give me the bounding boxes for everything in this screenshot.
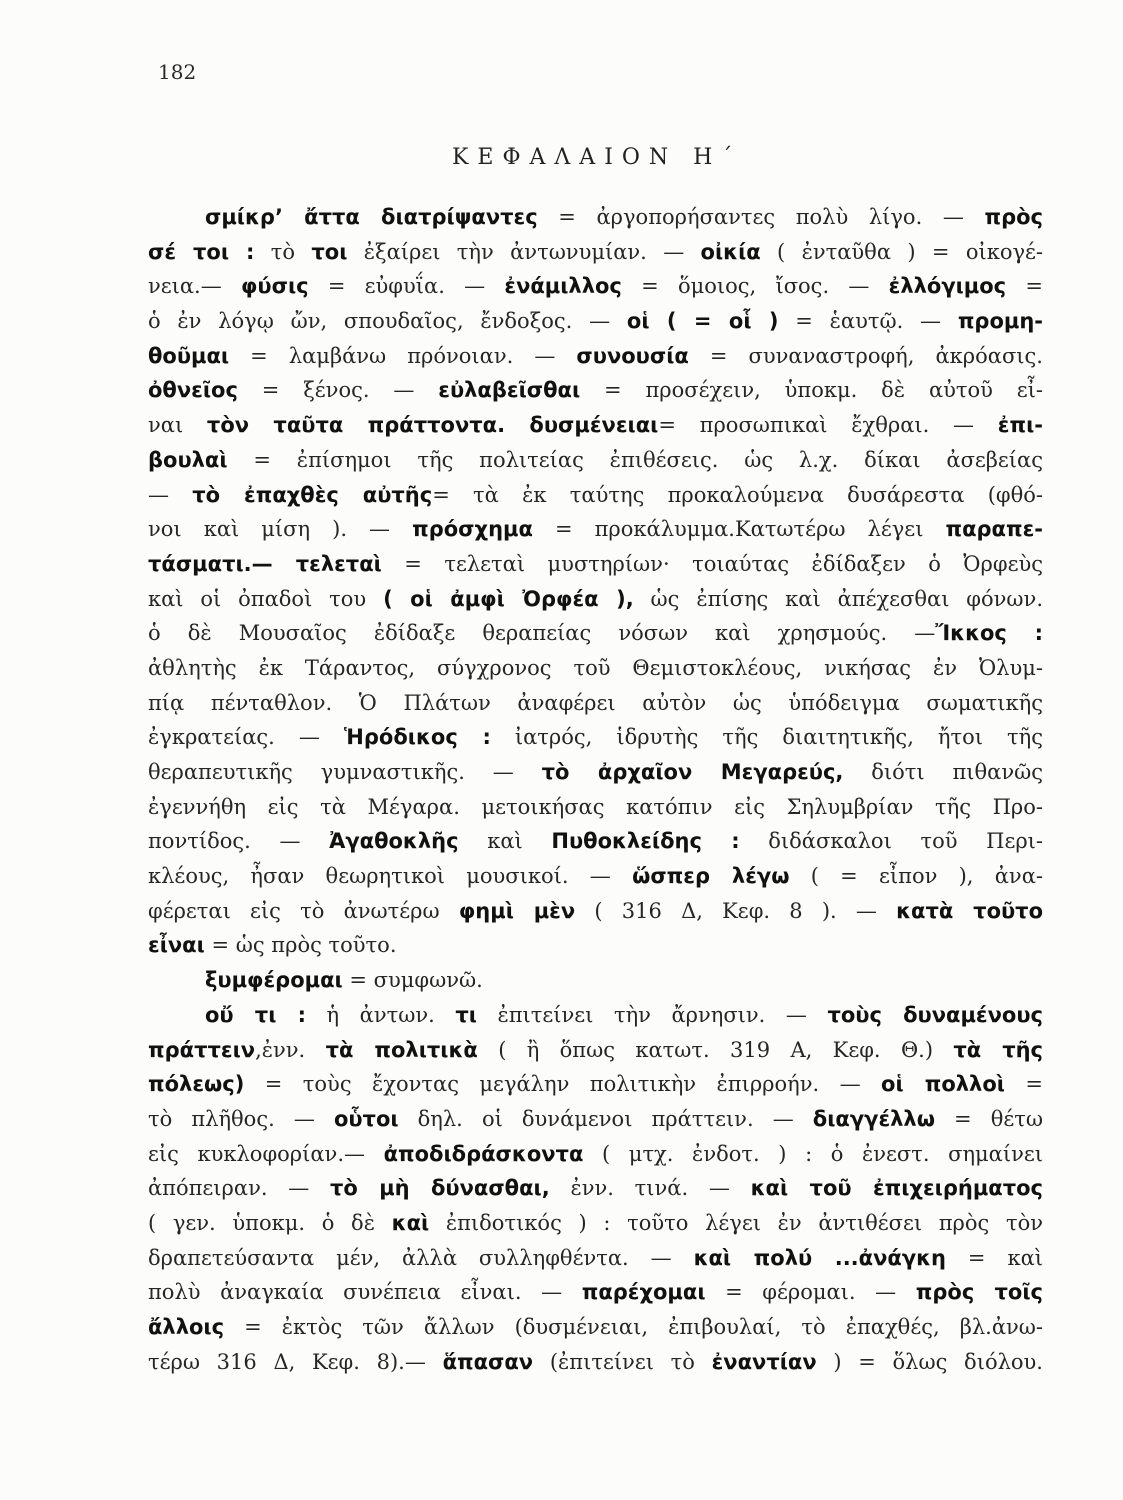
text-line: [148, 1137, 1043, 1172]
text-line: [148, 547, 1043, 582]
text-run: ἀθλητὴς ἐκ Τάραντος, σύγχρονος τοῦ Θεμιστοκλέους, νικήσας ἐν Ὀλυμ-: [148, 655, 1043, 680]
text-line: [148, 1206, 1043, 1241]
text-run: = φέρομαι. —: [705, 1280, 916, 1305]
text-line: [148, 304, 1043, 339]
text-run: = ὅμοιος, ἴσος. —: [621, 274, 889, 299]
text-line: [148, 928, 1043, 963]
text-line: [148, 755, 1043, 790]
text-run: = συναναστροφή, ἀκρόασις.: [688, 343, 1043, 368]
bold-term: ἐνάμιλλος: [504, 274, 622, 299]
text-run: εἰς κυκλοφορίαν.—: [148, 1141, 384, 1166]
bold-term: καὶ πολύ ...ἀνάγκη: [693, 1245, 946, 1270]
text-run: ) = ὅλως διόλου.: [816, 1349, 1043, 1374]
text-line: [148, 1275, 1043, 1310]
text-run: ἡ ἀντων.: [305, 1002, 456, 1027]
bold-term: ἀποδιδράσκοντα: [383, 1141, 584, 1166]
paragraph: [148, 998, 1043, 1380]
text-line: [148, 339, 1043, 374]
text-run: = ἐπίσημοι τῆς πολιτείας ἐπιθέσεις. ὡς λ.χ. δίκαι ἀσεβείας: [227, 447, 1043, 472]
text-line: [148, 478, 1043, 513]
text-line: [148, 512, 1043, 547]
bold-term: οὔ τι :: [205, 1002, 306, 1027]
text-run: = εὐφυΐα. —: [308, 274, 505, 299]
text-run: φέρεται εἰς τὸ ἀνωτέρω: [148, 898, 459, 923]
text-line: [148, 582, 1043, 617]
text-run: διδάσκαλοι τοῦ Περι-: [739, 829, 1044, 854]
text-run: ( μτχ. ἐνδοτ. ) : ὁ ἐνεστ. σημαίνει: [583, 1141, 1043, 1166]
text-run: ( γεν. ὑποκμ. ὁ δὲ: [148, 1210, 392, 1235]
bold-term: καὶ τοῦ ἐπιχειρήματος: [750, 1176, 1043, 1201]
text-line: [148, 408, 1043, 443]
bold-term: πρὸς τοῖς: [915, 1280, 1043, 1305]
text-run: ( ἐνταῦθα ) = οἰκογέ-: [760, 239, 1043, 264]
text-run: δηλ. οἱ δυνάμενοι πράττειν. —: [398, 1106, 813, 1131]
bold-term: ὥσπερ λέγω: [632, 864, 790, 889]
bold-term: συνουσία: [576, 343, 689, 368]
text-run: = ἀργοπορήσαντες πολὺ λίγο. —: [537, 205, 985, 229]
text-run: καὶ: [458, 829, 552, 854]
bold-term: διαγγέλλω: [812, 1106, 935, 1131]
text-line: [148, 443, 1043, 478]
bold-term: τὸ μὴ δύνασθαι,: [330, 1176, 550, 1201]
text-run: ἐξαίρει τὴν ἀντωνυμίαν. —: [347, 239, 701, 264]
bold-term: τὸ ἐπαχθὲς αὐτῆς: [192, 482, 433, 507]
bold-term: οὗτοι: [333, 1106, 399, 1131]
text-run: ἰατρός, ἱδρυτὴς τῆς διαιτητικῆς, ἤτοι τῆς: [490, 725, 1043, 750]
bold-term: Ἡρόδικος :: [343, 725, 491, 750]
text-run: =: [1006, 274, 1043, 299]
text-run: καὶ οἱ ὀπαδοὶ του: [148, 586, 384, 611]
bold-term: βουλαὶ: [148, 447, 228, 472]
bold-term: τοι: [311, 239, 348, 264]
text-run: πίᾳ πένταθλον. Ὁ Πλάτων ἀναφέρει αὐτὸν ὡς ὑπόδειγμα σωματικῆς: [148, 690, 1043, 715]
text-line: [148, 1067, 1043, 1102]
bold-term: ὀθνεῖος: [148, 378, 238, 403]
text-line: [148, 1310, 1043, 1345]
text-run: τὸ: [254, 239, 312, 264]
bold-term: τάσματι.— τελεταὶ: [148, 551, 382, 576]
bold-term: τὰ πολιτικὰ: [325, 1037, 478, 1062]
bold-term: σέ τοι :: [148, 239, 255, 264]
text-run: = ὡς πρὸς τοῦτο.: [204, 933, 397, 958]
bold-term: τὸν ταῦτα πράττοντα. δυσμένειαι: [206, 413, 659, 438]
bold-term: τὰ τῆς: [953, 1037, 1044, 1062]
bold-term: κατὰ τοῦτο: [896, 898, 1044, 923]
text-run: (ἐπιτείνει τὸ: [533, 1349, 712, 1374]
text-run: ἐπιδοτικός ) : τοῦτο λέγει ἐν ἀντιθέσει πρὸς τὸν: [429, 1210, 1044, 1235]
text-run: διότι πιθανῶς: [843, 760, 1043, 784]
page-number: 182: [158, 60, 197, 84]
text-run: ἐγεννήθη εἰς τὰ Μέγαρα. μετοικήσας κατόπιν εἰς Σηλυμβρίαν τῆς Προ-: [148, 794, 1043, 819]
text-line: [148, 373, 1043, 408]
text-line: [148, 963, 1043, 998]
text-line: [148, 790, 1043, 825]
text-run: = τοὺς ἔχοντας μεγάλην πολιτικὴν ἐπιρροήν. —: [244, 1072, 882, 1097]
bold-term: προμη-: [957, 309, 1044, 334]
text-run: ( 316 Δ, Κεφ. 8 ). —: [575, 898, 897, 923]
text-line: [148, 1171, 1043, 1206]
text-line: [148, 269, 1043, 304]
bold-term: θοῦμαι: [148, 343, 230, 368]
text-run: ἐπιτείνει τὴν ἄρνησιν. —: [476, 1002, 828, 1027]
bold-term: ἄλλοις: [148, 1315, 225, 1339]
text-run: = συμφωνῶ.: [342, 968, 483, 993]
text-run: δραπετεύσαντα μέν, ἀλλὰ συλληφθέντα. —: [148, 1245, 694, 1270]
bold-term: εἶναι: [148, 933, 205, 958]
bold-term: φημὶ μὲν: [458, 898, 576, 923]
text-run: = προσέχειν, ὑποκμ. δὲ αὐτοῦ εἶ-: [580, 378, 1043, 403]
text-run: ἀπόπειραν. —: [148, 1176, 330, 1201]
bold-term: ἐλλόγιμος: [888, 274, 1007, 299]
text-run: ὁ ἐν λόγῳ ὤν, σπουδαῖος, ἔνδοξος. —: [148, 309, 627, 334]
bold-term: πράττειν: [148, 1037, 256, 1062]
chapter-title: ΚΕΦΑΛΑΙΟΝ Η΄: [452, 145, 742, 170]
bold-term: ἐναντίαν: [711, 1349, 817, 1374]
text-run: = ἐκτὸς τῶν ἄλλων (δυσμένειαι, ἐπιβουλαί, τὸ ἐπαχθές, βλ.ἀνω-: [224, 1315, 1043, 1339]
text-run: ποντίδος. —: [148, 829, 330, 854]
text-run: ( ἢ ὅπως κατωτ. 319 Α, Κεφ. Θ.): [477, 1037, 954, 1062]
text-line: [148, 235, 1043, 270]
text-line: [148, 720, 1043, 755]
paragraph: [148, 963, 1043, 998]
bold-term: ξυμφέρομαι: [205, 968, 343, 993]
text-run: ὁ δὲ Μουσαῖος ἐδίδαξε θεραπείας νόσων καὶ χρησμούς. —: [148, 621, 936, 646]
text-run: τέρω 316 Δ, Κεφ. 8).—: [148, 1349, 443, 1374]
bold-term: πρὸς: [984, 205, 1043, 229]
bold-term: εὐλαβεῖσθαι: [438, 378, 581, 403]
text-run: ,ἐνν.: [255, 1037, 326, 1062]
text-line: [148, 859, 1043, 894]
bold-term: παραπε-: [945, 517, 1043, 542]
bold-term: οἱ πολλοὶ: [881, 1072, 1005, 1097]
bold-term: ( οἱ ἀμφὶ Ὀρφέα ),: [383, 586, 634, 611]
bold-term: τι: [455, 1002, 477, 1027]
text-run: = προσωπικαὶ ἔχθραι. —: [658, 413, 998, 438]
text-run: ἐγκρατείας. —: [148, 725, 344, 750]
text-line: [148, 1033, 1043, 1068]
text-line: [148, 616, 1043, 651]
text-line: [148, 824, 1043, 859]
text-line: [148, 1241, 1043, 1276]
text-run: νεια.—: [148, 274, 241, 299]
bold-term: πρόσχημα: [412, 517, 533, 542]
bold-term: σμίκρ’ ἄττα διατρίψαντες: [205, 205, 538, 229]
text-run: ὡς ἐπίσης καὶ ἀπέχεσθαι φόνων.: [633, 586, 1043, 611]
bold-term: Ἀγαθοκλῆς: [329, 829, 459, 854]
text-run: ἐνν. τινά. —: [549, 1176, 751, 1201]
text-line: [148, 651, 1043, 686]
text-run: θεραπευτικῆς γυμναστικῆς. —: [148, 760, 542, 784]
text-line: [148, 1345, 1043, 1380]
text-line: [148, 686, 1043, 721]
text-line: [148, 200, 1043, 235]
bold-term: ἐπι-: [997, 413, 1043, 438]
text-run: = καὶ: [946, 1245, 1043, 1270]
text-run: = τελεταὶ μυστηρίων· τοιαύτας ἐδίδαξεν ὁ Ὀρφεὺς: [381, 551, 1043, 576]
paragraph: [148, 200, 1043, 963]
text-run: = τὰ ἐκ ταύτης προκαλούμενα δυσάρεστα (φθό-: [432, 482, 1043, 507]
bold-term: παρέχομαι: [581, 1280, 706, 1305]
bold-term: ἅπασαν: [442, 1349, 534, 1374]
bold-term: Πυθοκλείδης :: [551, 829, 740, 854]
bold-term: πόλεως): [148, 1072, 245, 1097]
text-run: πολὺ ἀναγκαία συνέπεια εἶναι. —: [148, 1280, 582, 1305]
text-line: [148, 894, 1043, 929]
text-run: —: [148, 482, 193, 507]
bold-term: οἱ ( = οἷ ): [626, 309, 779, 334]
text-run: = θέτω: [934, 1106, 1043, 1131]
text-run: = ἑαυτῷ. —: [778, 309, 958, 334]
text-line: [148, 998, 1043, 1033]
bold-term: τοὺς δυναμένους: [827, 1002, 1043, 1027]
bold-term: τὸ ἀρχαῖον Μεγαρεύς,: [541, 760, 844, 784]
text-run: νοι καὶ μίση ). —: [148, 517, 413, 542]
bold-term: φύσις: [240, 274, 309, 299]
text-run: ναι: [148, 413, 207, 438]
text-run: = προκάλυμμα.Κατωτέρω λέγει: [532, 517, 946, 542]
bold-term: Ἴκκος :: [935, 621, 1043, 646]
text-run: = ξένος. —: [237, 378, 439, 403]
text-run: = λαμβάνω πρόνοιαν. —: [229, 343, 577, 368]
text-run: ( = εἶπον ), ἀνα-: [789, 864, 1043, 889]
text-run: =: [1004, 1072, 1043, 1097]
body-text: [148, 200, 1043, 1379]
text-line: [148, 1102, 1043, 1137]
text-run: τὸ πλῆθος. —: [148, 1106, 334, 1131]
text-run: κλέους, ἦσαν θεωρητικοὶ μουσικοί. —: [148, 864, 633, 889]
bold-term: καὶ: [391, 1210, 430, 1235]
bold-term: οἰκία: [700, 239, 761, 264]
